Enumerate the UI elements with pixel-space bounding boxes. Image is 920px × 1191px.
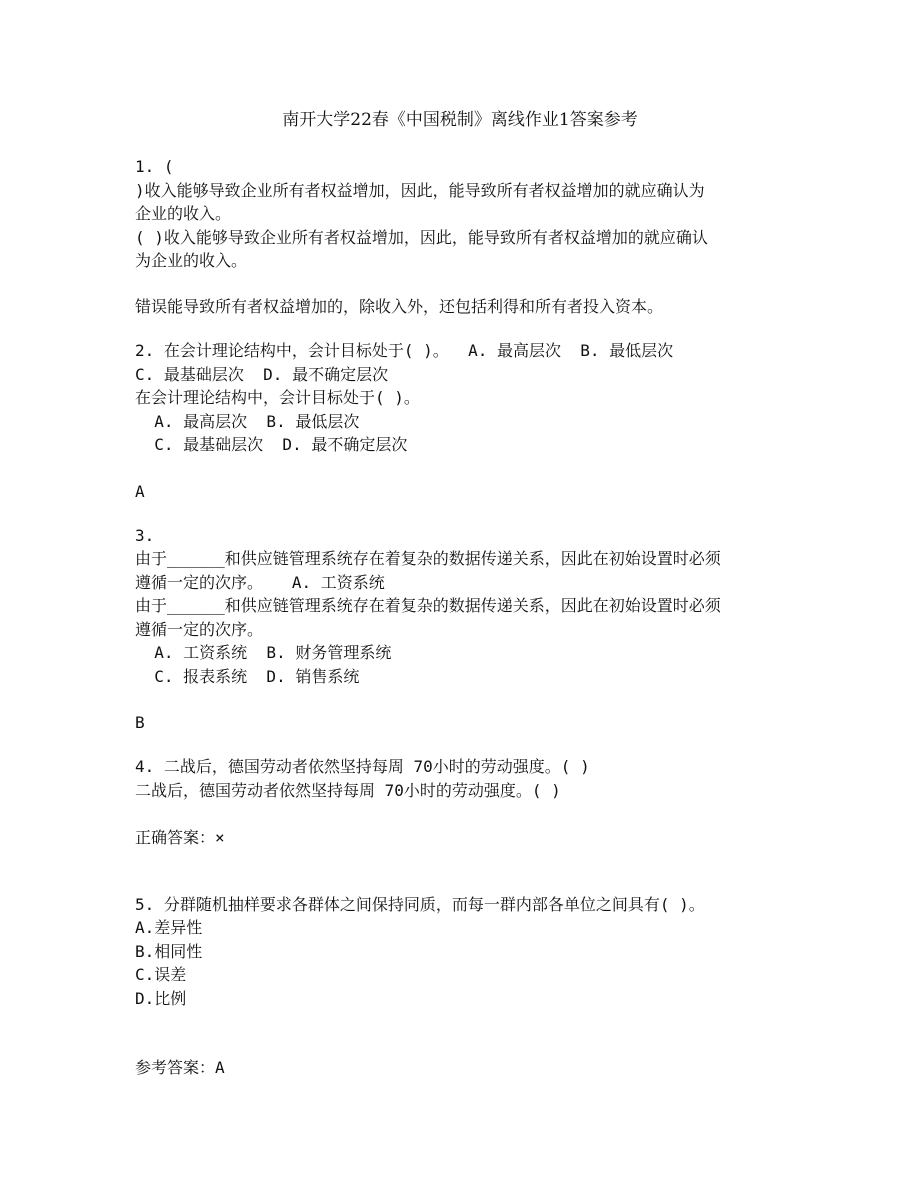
q1-repeat-line2: 为企业的收入。 xyxy=(135,251,248,270)
q1-stem-line1: )收入能够导致企业所有者权益增加，因此，能导致所有者权益增加的就应确认为 xyxy=(135,181,705,200)
q4-repeat: 二战后，德国劳动者依然坚持每周 70小时的劳动强度。( ) xyxy=(135,781,561,800)
q3-number: 3. xyxy=(135,526,155,545)
q1-stem-line2: 企业的收入。 xyxy=(135,204,232,223)
q1-number: 1. ( xyxy=(135,157,174,176)
q3-answer: B xyxy=(135,713,145,732)
q2-answer: A xyxy=(135,482,145,501)
document-title: 南开大学22春《中国税制》离线作业1答案参考 xyxy=(282,110,638,130)
q3-option-cd: C. 报表系统 D. 销售系统 xyxy=(135,667,360,686)
q5-stem: 5. 分群随机抽样要求各群体之间保持同质，而每一群内部各单位之间具有( )。 xyxy=(135,895,705,914)
q2-stem: 2. 在会计理论结构中，会计目标处于( )。 A. 最高层次 B. 最低层次 xyxy=(135,341,674,360)
q3-stem-line1: 由于______和供应链管理系统存在着复杂的数据传递关系，因此在初始设置时必须 xyxy=(135,549,721,568)
q3-repeat-line1: 由于______和供应链管理系统存在着复杂的数据传递关系，因此在初始设置时必须 xyxy=(135,596,721,615)
q5-option-d: D.比例 xyxy=(135,989,187,1008)
q4-stem: 4. 二战后，德国劳动者依然坚持每周 70小时的劳动强度。( ) xyxy=(135,757,590,776)
q5-option-c: C.误差 xyxy=(135,965,187,984)
q1-answer: 错误能导致所有者权益增加的，除收入外，还包括利得和所有者投入资本。 xyxy=(135,297,664,316)
q5-option-a: A.差异性 xyxy=(135,918,203,937)
q3-repeat-line2: 遵循一定的次序。 xyxy=(135,620,264,639)
q3-stem-line2: 遵循一定的次序。 A. 工资系统 xyxy=(135,573,385,592)
q1-repeat-line1: ( )收入能够导致企业所有者权益增加，因此，能导致所有者权益增加的就应确认 xyxy=(135,228,708,247)
q2-option-ab: A. 最高层次 B. 最低层次 xyxy=(135,412,360,431)
q2-repeat: 在会计理论结构中，会计目标处于( )。 xyxy=(135,388,420,407)
q2-options: C. 最基础层次 D. 最不确定层次 xyxy=(135,365,389,384)
q5-option-b: B.相同性 xyxy=(135,942,203,961)
q5-answer: 参考答案：A xyxy=(135,1058,225,1077)
q4-answer: 正确答案：× xyxy=(135,828,225,847)
q2-option-cd: C. 最基础层次 D. 最不确定层次 xyxy=(135,435,408,454)
q3-option-ab: A. 工资系统 B. 财务管理系统 xyxy=(135,643,392,662)
